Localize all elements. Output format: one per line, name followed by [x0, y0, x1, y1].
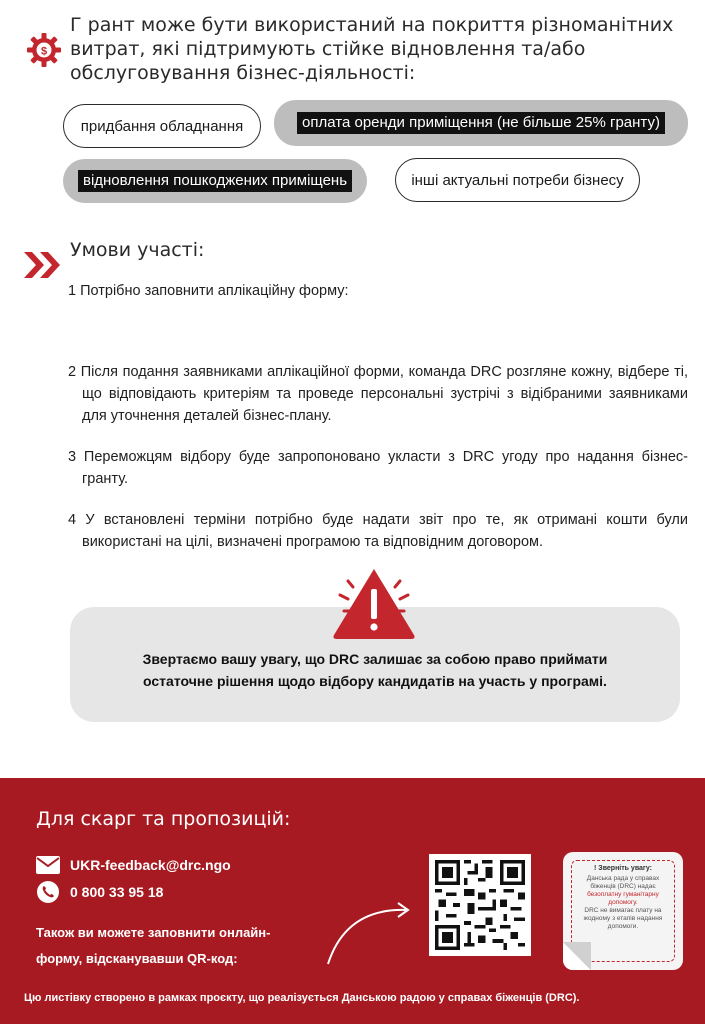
gear-money-icon: [26, 32, 62, 68]
double-chevron-icon: [24, 250, 64, 280]
pill-repair-label: відновлення пошкоджених приміщень: [78, 170, 352, 192]
phone-icon: [36, 881, 60, 903]
contact-phone: [36, 881, 163, 903]
pill-equipment: [63, 104, 261, 148]
condition-step-3: 3 Переможцям відбору буде запропоновано укласти з DRC угоду про надання бізнес-гранту.: [68, 449, 688, 487]
sticker-line-2: безоплатну гуманітарну допомогу.: [587, 891, 659, 906]
footer-title: Для скарг та пропозицій:: [36, 808, 291, 830]
notice-sticker: [563, 852, 683, 970]
pill-rent: [274, 100, 688, 146]
pill-rent-label: оплата оренди приміщення (не більше 25% гранту): [297, 112, 665, 134]
footer: [0, 778, 705, 1024]
qr-code[interactable]: [429, 854, 531, 956]
warning-icon: [326, 565, 422, 641]
conditions-title: Умови участі:: [70, 239, 205, 261]
phone-text[interactable]: 0 800 33 95 18: [70, 884, 164, 900]
notice-text: [70, 648, 680, 692]
qr-note: [36, 920, 306, 972]
qr-note-line-2: форму, відсканувавши QR-код:: [36, 951, 238, 966]
curved-arrow-icon: [320, 878, 420, 968]
sticker-fold: [563, 942, 591, 970]
condition-step-4: 4 У встановлені терміни потрібно буде надати звіт про те, як отримані кошти були використані на цілі, визначені програмою та відповідним договором.: [68, 512, 688, 550]
pill-equipment-label: придбання обладнання: [80, 117, 244, 135]
condition-step-2: 2 Після подання заявниками аплікаційної форми, команда DRC розгляне кожну, відбере ті, що відповідають критеріям та проведе персональні зустрічі з відібраними заявниками для уточнення деталей бізнес-плану.: [68, 364, 688, 424]
email-text[interactable]: UKR-feedback@drc.ngo: [70, 857, 231, 873]
condition-step-1: 1 Потрібно заповнити аплікаційну форму:: [68, 283, 349, 299]
qr-note-line-1: Також ви можете заповнити онлайн-: [36, 925, 271, 940]
pill-other-label: інші актуальні потреби бізнесу: [411, 171, 624, 189]
svg-text:$: $: [40, 45, 48, 58]
sticker-title: ! Зверніть увагу:: [594, 865, 652, 872]
intro-text: Г рант може бути використаний на покриття різноманітних витрат, які підтримують стійке відновлення та/або обслуговування бізнес-діяльності:: [70, 14, 674, 84]
sticker-line-3: DRC не вимагає плату на жодному з етапів надання допомоги.: [583, 907, 663, 930]
pill-other: [395, 158, 640, 202]
mail-icon: [36, 854, 60, 876]
notice-line-1: Звертаємо вашу увагу, що DRC залишає за собою право приймати: [142, 651, 608, 667]
notice-line-2: остаточне рішення щодо відбору кандидатів на участь у програмі.: [143, 673, 607, 689]
sticker-line-1: Данська рада у справах біженців (DRC) надає: [586, 875, 660, 890]
pill-repair: [63, 159, 367, 203]
contact-email: [36, 854, 231, 876]
footer-bottom-text: Цю листівку створено в рамках проєкту, що реалізується Данською радою у справах біженців (DRC).: [24, 992, 580, 1004]
